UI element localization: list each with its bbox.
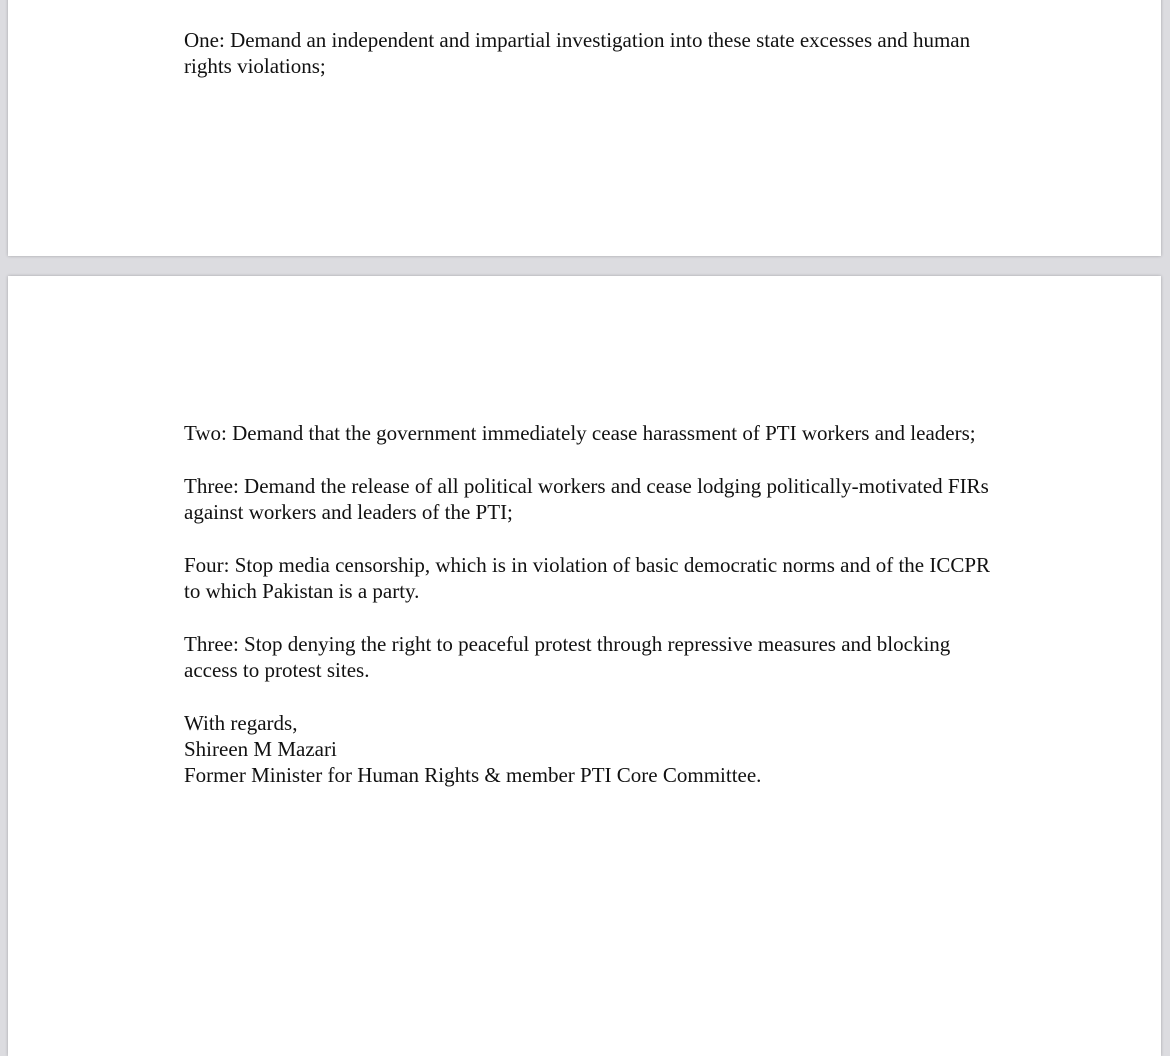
signatory-name: Shireen M Mazari <box>184 737 337 761</box>
paragraph-demand-four: Four: Stop media censorship, which is in violation of basic democratic norms and of the ICCPR to which Pakistan is a party. <box>184 553 991 603</box>
paragraph-demand-three: Three: Demand the release of all political workers and cease lodging politically-motivated FIRs against workers and leaders of the PTI; <box>184 474 989 524</box>
paragraph-demand-five: Three: Stop denying the right to peaceful protest through repressive measures and blocking access to protest sites. <box>184 632 951 682</box>
signatory-title: Former Minister for Human Rights & member PTI Core Committee. <box>184 763 762 787</box>
letter-closing <box>184 710 1004 788</box>
page-1-body <box>184 27 1004 106</box>
paragraph-demand-two: Two: Demand that the government immediately cease harassment of PTI workers and leaders; <box>184 421 976 445</box>
document-page-2 <box>8 276 1161 1056</box>
paragraph-demand-one: One: Demand an independent and impartial investigation into these state excesses and human rights violations; <box>184 28 971 78</box>
document-page-1 <box>8 0 1161 256</box>
page-2-body <box>184 420 1004 815</box>
closing-salutation: With regards, <box>184 711 298 735</box>
